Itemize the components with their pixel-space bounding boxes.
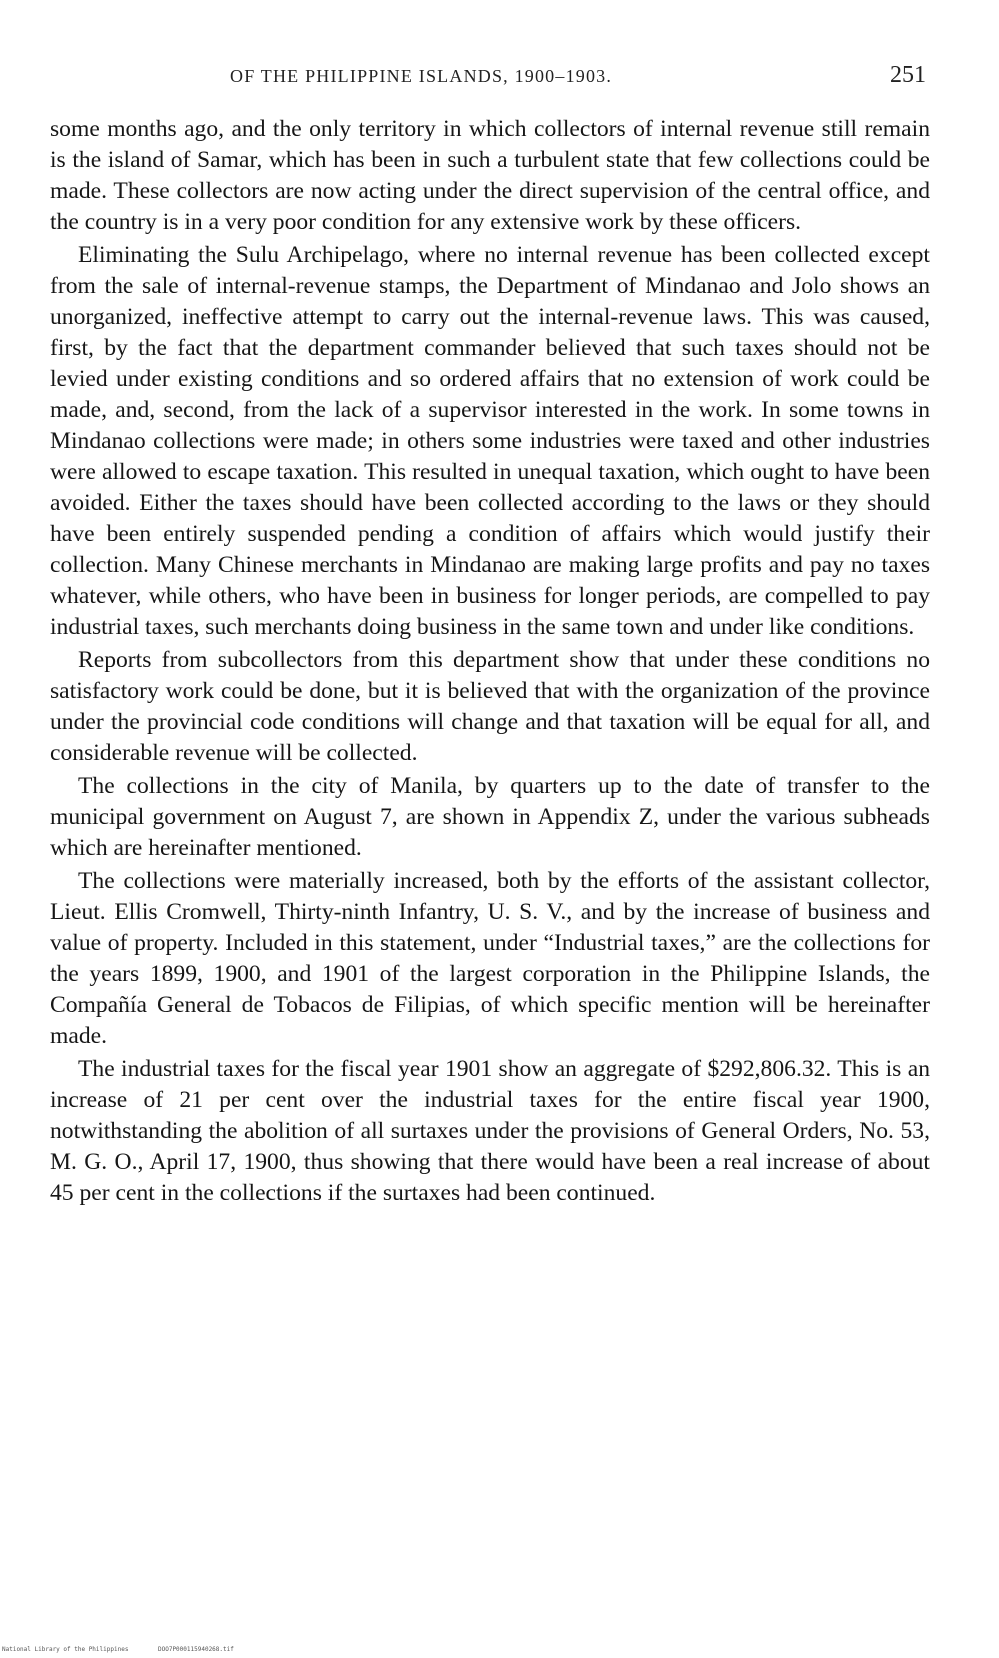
body-text <box>50 114 930 1211</box>
footer-file-id: DOO7P000115940268.tif <box>158 1646 234 1653</box>
scan-footer <box>0 1645 999 1657</box>
running-head: OF THE PHILIPPINE ISLANDS, 1900–1903. <box>230 66 613 86</box>
paragraph-manila-collections: The collections in the city of Manila, by quarters up to the date of transfer to the municipal government on August 7, are shown in Appendix Z, under the various subheads which are hereinafter mentioned. <box>50 773 930 861</box>
footer-library: National Library of the Philippines <box>2 1646 129 1653</box>
page-number: 251 <box>890 62 926 88</box>
page-header <box>50 62 930 92</box>
paragraph-collections-increased: The collections were materially increased, both by the efforts of the assistant collector, Lieut. Ellis Cromwell, Thirty-ninth Infantry, U. S. V., and by the increase of business and value of property. Included in this statement, under “Industrial taxes,” are the collections for the years 1899, 1900, and 1901 of the largest corporation in the Philippine Islands, the Compañía General de Tobacos de Filipias, of which specific mention will be hereinafter made. <box>50 868 930 1049</box>
paragraph-continued: some months ago, and the only territory in which collectors of internal revenue still remain is the island of Samar, which has been in such a turbulent state that few collections could be made. These collectors are now acting under the direct supervision of the central office, and the country is in a very poor condition for any extensive work by these officers. <box>50 116 930 235</box>
paragraph-subcollector-reports: Reports from subcollectors from this department show that under these conditions no satisfactory work could be done, but it is believed that with the organization of the province under the provincial code conditions will change and that taxation will be equal for all, and considerable revenue will be collected. <box>50 647 930 766</box>
paragraph-industrial-taxes: The industrial taxes for the fiscal year 1901 show an aggregate of $292,806.32. This is an increase of 21 per cent over the industrial taxes for the entire fiscal year 1900, notwithstanding the abolition of all surtaxes under the provisions of General Orders, No. 53, M. G. O., April 17, 1900, thus showing that there would have been a real increase of about 45 per cent in the collections if the surtaxes had been continued. <box>50 1056 930 1206</box>
paragraph-sulu-mindanao: Eliminating the Sulu Archipelago, where no internal revenue has been collected except from the sale of internal-revenue stamps, the Department of Mindanao and Jolo shows an unorganized, ineffective attempt to carry out the internal-revenue laws. This was caused, first, by the fact that the department commander believed that such taxes should not be levied under existing conditions and so ordered affairs that no extension of work could be made, and, second, from the lack of a supervisor interested in the work. In some towns in Mindanao collections were made; in others some industries were taxed and other industries were allowed to escape taxation. This resulted in unequal taxation, which ought to have been avoided. Either the taxes should have been collected according to the laws or they should have been entirely suspended pending a condition of affairs which would justify their collection. Many Chinese merchants in Mindanao are making large profits and pay no taxes whatever, while others, who have been in business for longer periods, are compelled to pay industrial taxes, such merchants doing business in the same town and under like conditions. <box>50 242 930 640</box>
